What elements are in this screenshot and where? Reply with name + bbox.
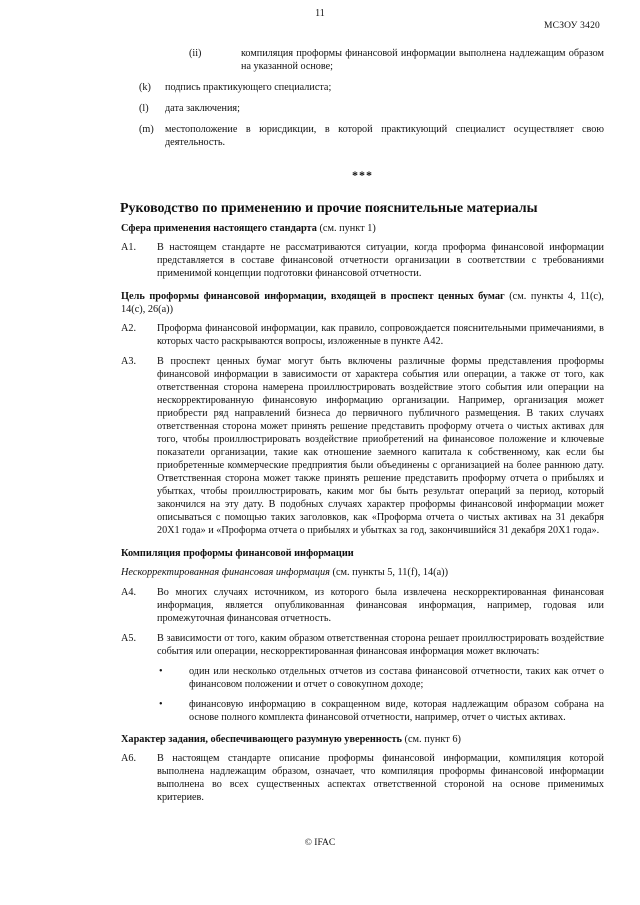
heading-purpose xyxy=(121,290,604,316)
bullet-marker: • xyxy=(159,699,163,710)
heading-scope xyxy=(121,222,604,235)
paragraph-text: Во многих случаях источником, из которого была извлечена нескорректированная финансовая информация, является опубликованная финансовая информация, например, годовая или промежуточная финансовая отчетность. xyxy=(157,587,604,624)
paragraph-text: В зависимости от того, каким образом ответственная сторона решает проиллюстрировать воздействие события или операции, нескорректированная финансовая информация может включать: xyxy=(157,633,604,657)
paragraph-text: В проспект ценных бумаг могут быть включены различные формы представления проформы финансовой информации в зависимости от характера события или операции, а также от того, как ответственная сторона намерена проиллюстрировать воздействие этого события или операции на нескорректированную финансовую информацию организации. Например, организация может приобрести ряд направлений бизнеса до первичного публичного размещения. В таких случаях ответственная сторона может принять решение представить проформу отчета о чистых активах для того, чтобы проиллюстрировать воздействие приобретений на финансовое положение и ключевые показатели организации, такие как отношение заемного капитала к собственному, как если бы приобретенные коммерческие предприятия были объединены с организацией на более раннюю дату. Ответственная сторона может также принять решение представить проформу отчета о прибылях и убытках, чтобы проиллюстрировать, каким мог бы быть результат операций за период, который закончился на эту дату. В подобных случаях характер проформы финансовой информации может описываться с помощью таких заголовков, как «Проформа отчета о чистых активах на 31 декабря 20X1 года» и «Проформа отчета о прибылях и убытках за год, закончившийся 31 декабря 20X1 года». xyxy=(157,356,604,536)
page-number: 11 xyxy=(315,8,325,19)
paragraph-label: A1. xyxy=(121,242,136,253)
list-item-ii xyxy=(121,47,604,73)
section-separator: *** xyxy=(352,168,373,182)
item-text: компиляция проформы финансовой информации выполнена надлежащим образом на указанной основе; xyxy=(241,48,604,72)
paragraph-label: A5. xyxy=(121,633,136,644)
list-item-k xyxy=(121,81,604,94)
item-label: (m) xyxy=(139,124,154,135)
item-text: подпись практикующего специалиста; xyxy=(165,82,332,93)
paragraph-a4 xyxy=(121,586,604,625)
main-heading: Руководство по применению и прочие пояснительные материалы xyxy=(120,201,538,216)
bullet-text: финансовую информацию в сокращенном виде, которая надлежащим образом собрана на основе полного комплекта финансовой отчетности, например, отчет о чистых активах. xyxy=(189,699,604,723)
paragraph-a6 xyxy=(121,752,604,804)
heading-compilation: Компиляция проформы финансовой информации xyxy=(121,548,354,559)
bullet-text: один или несколько отдельных отчетов из состава финансовой отчетности, таких как отчет о финансовом положении и отчет о совокупном доходе; xyxy=(189,666,604,690)
paragraph-text: В настоящем стандарте описание проформы финансовой информации, компиляция которой выполнена надлежащим образом, означает, что компиляция проформы финансовой информации выполнена во всех существенных аспектах ответственной стороной на основе применимых критериев. xyxy=(157,753,604,803)
item-text: местоположение в юрисдикции, в которой практикующий специалист осуществляет свою деятельность. xyxy=(165,124,604,148)
paragraph-a3 xyxy=(121,355,604,537)
paragraph-a1 xyxy=(121,241,604,280)
heading-assurance-ref: (см. пункт 6) xyxy=(404,734,461,745)
paragraph-text: Проформа финансовой информации, как правило, сопровождается пояснительными примечаниями, в которых часто раскрываются вопросы, изложенные в пункте A42. xyxy=(157,323,604,347)
bullet-item xyxy=(121,665,604,691)
subheading-unadjusted-ref: (см. пункты 5, 11(f), 14(a)) xyxy=(332,567,449,578)
heading-purpose-ref: (см. пункты 4, 11(c), 14(c), 26(a)) xyxy=(121,291,604,315)
item-label: (ii) xyxy=(189,48,202,59)
subheading-unadjusted-title: Нескорректированная финансовая информация xyxy=(121,567,330,578)
bullet-item xyxy=(121,698,604,724)
paragraph-text: В настоящем стандарте не рассматриваются ситуации, когда проформа финансовой информации представляется в составе финансовой отчетности организации в соответствии с требованиями применимой концепции подготовки финансовой отчетности. xyxy=(157,242,604,279)
paragraph-label: A4. xyxy=(121,587,136,598)
page-footer: © IFAC xyxy=(304,838,336,848)
heading-scope-ref: (см. пункт 1) xyxy=(319,223,376,234)
item-text: дата заключения; xyxy=(165,103,240,114)
item-label: (k) xyxy=(139,82,151,93)
item-label: (l) xyxy=(139,103,149,114)
heading-assurance-title: Характер задания, обеспечивающего разумную уверенность xyxy=(121,734,402,745)
subheading-unadjusted xyxy=(121,566,604,579)
page-content xyxy=(121,47,604,804)
heading-scope-title: Сфера применения настоящего стандарта xyxy=(121,223,317,234)
paragraph-a5 xyxy=(121,632,604,658)
paragraph-label: A2. xyxy=(121,323,136,334)
bullet-marker: • xyxy=(159,666,163,677)
standard-code: МСЗОУ 3420 xyxy=(544,21,600,31)
paragraph-label: A6. xyxy=(121,753,136,764)
heading-purpose-title: Цель проформы финансовой информации, входящей в проспект ценных бумаг xyxy=(121,291,505,302)
paragraph-label: A3. xyxy=(121,356,136,367)
list-item-l xyxy=(121,102,604,115)
list-item-m xyxy=(121,123,604,149)
paragraph-a2 xyxy=(121,322,604,348)
heading-assurance xyxy=(121,733,604,746)
